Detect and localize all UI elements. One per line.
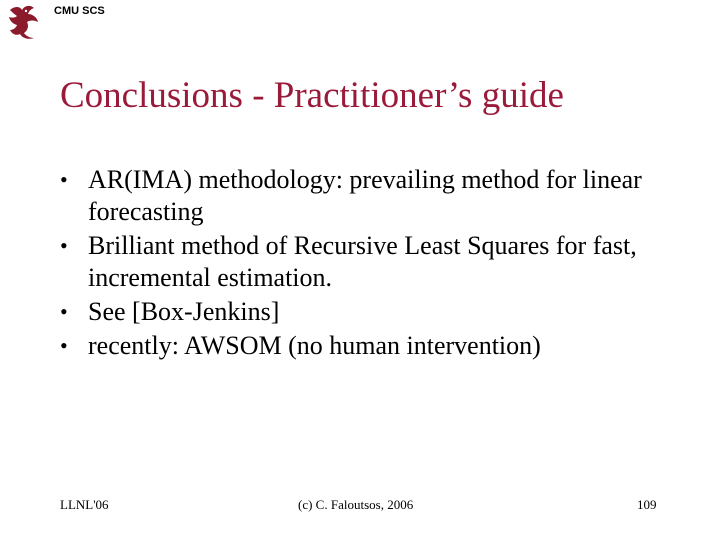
bullet-item — [60, 330, 700, 362]
bullet-text: recently: AWSOM (no human intervention) — [88, 331, 541, 360]
bullet-item — [60, 230, 700, 294]
bullet-text: AR(IMA) methodology: prevailing method for linear forecasting — [88, 165, 642, 226]
bullet-text: See [Box-Jenkins] — [88, 297, 280, 326]
bullet-text: Brilliant method of Recursive Least Squares for fast, incremental estimation. — [88, 231, 637, 292]
bullet-item — [60, 164, 700, 228]
bullet-dot-icon: • — [60, 167, 68, 192]
header-label: CMU SCS — [54, 5, 105, 17]
bullet-list — [60, 164, 700, 364]
footer-copyright: (c) C. Faloutsos, 2006 — [298, 497, 414, 512]
bullet-item — [60, 296, 700, 328]
dragon-logo-icon — [4, 2, 44, 42]
bullet-dot-icon: • — [60, 333, 68, 358]
slide-title: Conclusions - Practitioner’s guide — [60, 75, 564, 116]
bullet-dot-icon: • — [60, 299, 68, 324]
footer-venue: LLNL'06 — [60, 497, 109, 512]
footer-page-number: 109 — [637, 497, 657, 512]
bullet-dot-icon: • — [60, 233, 68, 258]
